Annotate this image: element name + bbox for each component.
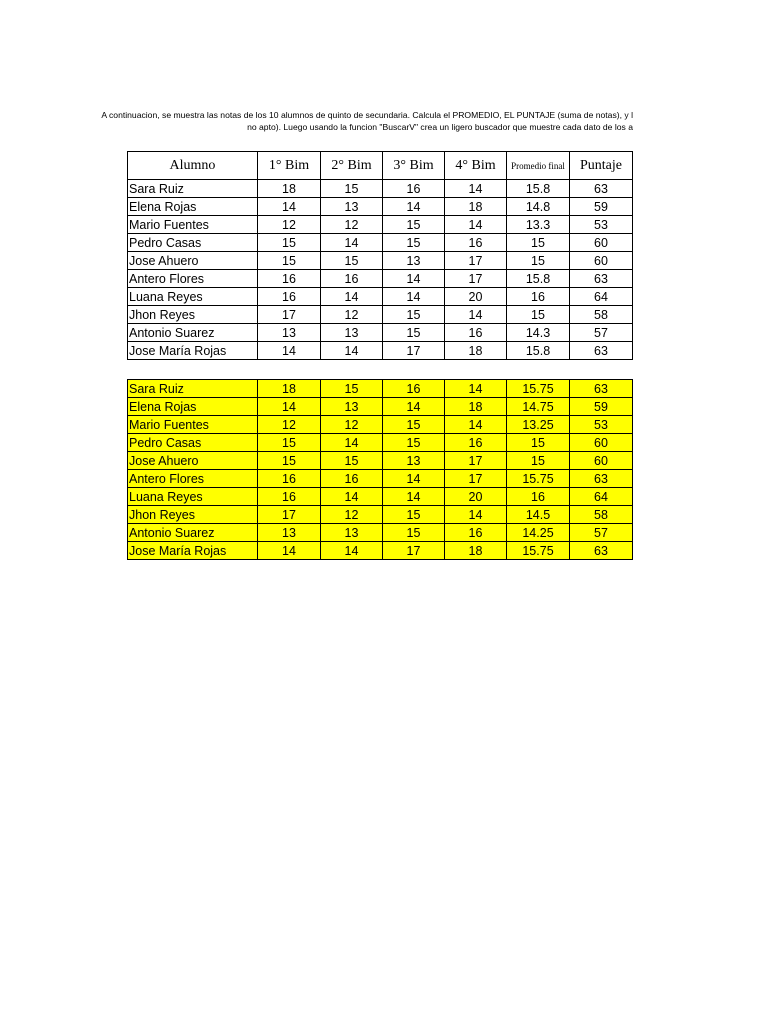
cell-bim-2[interactable]: 15 <box>321 180 383 198</box>
cell-alumno[interactable]: Mario Fuentes <box>128 216 258 234</box>
cell-alumno[interactable]: Elena Rojas <box>128 198 258 216</box>
table-row <box>128 524 633 542</box>
cell-alumno[interactable]: Pedro Casas <box>128 434 258 452</box>
cell-bim-3[interactable]: 15 <box>383 506 445 524</box>
cell-bim-2[interactable]: 14 <box>321 342 383 360</box>
cell-bim-4[interactable]: 14 <box>445 216 507 234</box>
cell-promedio[interactable]: 15.75 <box>507 470 570 488</box>
cell-bim-2[interactable]: 15 <box>321 380 383 398</box>
cell-bim-1[interactable]: 12 <box>258 416 321 434</box>
cell-puntaje[interactable]: 58 <box>570 506 633 524</box>
cell-bim-1[interactable]: 14 <box>258 398 321 416</box>
instructions-text <box>0 109 633 133</box>
cell-promedio[interactable]: 13.3 <box>507 216 570 234</box>
instructions-line-1: A continuacion, se muestra las notas de los 10 alumnos de quinto de secundaria. Calcula el PROMEDIO, EL PUNTAJE (suma de notas), y l <box>101 110 633 120</box>
header-promedio-final[interactable]: Promedio final <box>507 152 570 180</box>
cell-alumno[interactable]: Sara Ruiz <box>128 180 258 198</box>
cell-bim-1[interactable]: 15 <box>258 234 321 252</box>
table-row <box>128 488 633 506</box>
cell-bim-2[interactable]: 14 <box>321 434 383 452</box>
cell-bim-4[interactable]: 16 <box>445 524 507 542</box>
cell-bim-4[interactable]: 17 <box>445 252 507 270</box>
cell-promedio[interactable]: 16 <box>507 288 570 306</box>
cell-bim-4[interactable]: 14 <box>445 180 507 198</box>
table-row <box>128 434 633 452</box>
cell-bim-1[interactable]: 18 <box>258 380 321 398</box>
cell-puntaje[interactable]: 63 <box>570 542 633 560</box>
cell-puntaje[interactable]: 63 <box>570 180 633 198</box>
cell-bim-2[interactable]: 12 <box>321 306 383 324</box>
cell-promedio[interactable]: 15.75 <box>507 542 570 560</box>
cell-bim-4[interactable]: 14 <box>445 306 507 324</box>
cell-puntaje[interactable]: 60 <box>570 452 633 470</box>
cell-bim-3[interactable]: 15 <box>383 306 445 324</box>
cell-bim-2[interactable]: 16 <box>321 270 383 288</box>
cell-promedio[interactable]: 15.75 <box>507 380 570 398</box>
table-row <box>128 380 633 398</box>
header-bim-3[interactable]: 3° Bim <box>383 152 445 180</box>
cell-bim-3[interactable]: 13 <box>383 452 445 470</box>
cell-puntaje[interactable]: 53 <box>570 216 633 234</box>
cell-puntaje[interactable]: 63 <box>570 380 633 398</box>
cell-promedio[interactable]: 15.8 <box>507 270 570 288</box>
cell-puntaje[interactable]: 57 <box>570 324 633 342</box>
cell-bim-4[interactable]: 18 <box>445 398 507 416</box>
cell-bim-3[interactable]: 15 <box>383 216 445 234</box>
cell-bim-1[interactable]: 16 <box>258 470 321 488</box>
cell-bim-2[interactable]: 12 <box>321 416 383 434</box>
cell-bim-2[interactable]: 16 <box>321 470 383 488</box>
cell-puntaje[interactable]: 60 <box>570 234 633 252</box>
cell-puntaje[interactable]: 64 <box>570 288 633 306</box>
table-row <box>128 270 633 288</box>
header-bim-4[interactable]: 4° Bim <box>445 152 507 180</box>
cell-bim-1[interactable]: 14 <box>258 342 321 360</box>
cell-puntaje[interactable]: 59 <box>570 198 633 216</box>
cell-promedio[interactable]: 13.25 <box>507 416 570 434</box>
cell-bim-4[interactable]: 18 <box>445 198 507 216</box>
cell-promedio[interactable]: 14.8 <box>507 198 570 216</box>
cell-alumno[interactable]: Luana Reyes <box>128 488 258 506</box>
cell-bim-1[interactable]: 16 <box>258 270 321 288</box>
cell-bim-3[interactable]: 16 <box>383 180 445 198</box>
cell-alumno[interactable]: Jhon Reyes <box>128 506 258 524</box>
cell-bim-3[interactable]: 14 <box>383 198 445 216</box>
cell-puntaje[interactable]: 63 <box>570 470 633 488</box>
cell-bim-3[interactable]: 16 <box>383 380 445 398</box>
cell-bim-3[interactable]: 14 <box>383 470 445 488</box>
cell-bim-2[interactable]: 12 <box>321 506 383 524</box>
table-row <box>128 252 633 270</box>
cell-bim-4[interactable]: 20 <box>445 488 507 506</box>
cell-bim-3[interactable]: 15 <box>383 324 445 342</box>
cell-alumno[interactable]: Jose Ahuero <box>128 452 258 470</box>
cell-promedio[interactable]: 14.3 <box>507 324 570 342</box>
table-row <box>128 288 633 306</box>
cell-alumno[interactable]: Mario Fuentes <box>128 416 258 434</box>
cell-bim-3[interactable]: 17 <box>383 542 445 560</box>
cell-bim-1[interactable]: 14 <box>258 542 321 560</box>
header-bim-2[interactable]: 2° Bim <box>321 152 383 180</box>
cell-bim-1[interactable]: 15 <box>258 252 321 270</box>
table-row <box>128 506 633 524</box>
cell-bim-4[interactable]: 20 <box>445 288 507 306</box>
cell-bim-4[interactable]: 18 <box>445 342 507 360</box>
cell-alumno[interactable]: Antonio Suarez <box>128 524 258 542</box>
cell-bim-3[interactable]: 15 <box>383 434 445 452</box>
cell-puntaje[interactable]: 59 <box>570 398 633 416</box>
cell-bim-1[interactable]: 12 <box>258 216 321 234</box>
cell-alumno[interactable]: Jose María Rojas <box>128 542 258 560</box>
table-row <box>128 398 633 416</box>
cell-promedio[interactable]: 14.25 <box>507 524 570 542</box>
cell-alumno[interactable]: Jose María Rojas <box>128 342 258 360</box>
cell-alumno[interactable]: Jhon Reyes <box>128 306 258 324</box>
table-row <box>128 542 633 560</box>
cell-puntaje[interactable]: 63 <box>570 270 633 288</box>
instructions-line-2: no apto). Luego usando la funcion "BuscarV" crea un ligero buscador que muestre cada dato de los a <box>247 122 633 132</box>
cell-bim-1[interactable]: 17 <box>258 506 321 524</box>
cell-bim-3[interactable]: 14 <box>383 270 445 288</box>
cell-alumno[interactable]: Antero Flores <box>128 470 258 488</box>
cell-promedio[interactable]: 15 <box>507 306 570 324</box>
cell-bim-4[interactable]: 14 <box>445 506 507 524</box>
cell-puntaje[interactable]: 58 <box>570 306 633 324</box>
cell-bim-3[interactable]: 17 <box>383 342 445 360</box>
cell-bim-4[interactable]: 17 <box>445 470 507 488</box>
cell-bim-4[interactable]: 17 <box>445 452 507 470</box>
table-row <box>128 198 633 216</box>
cell-bim-1[interactable]: 13 <box>258 524 321 542</box>
cell-bim-2[interactable]: 14 <box>321 288 383 306</box>
table-row <box>128 324 633 342</box>
cell-alumno[interactable]: Jose Ahuero <box>128 252 258 270</box>
cell-bim-2[interactable]: 15 <box>321 452 383 470</box>
cell-bim-1[interactable]: 13 <box>258 324 321 342</box>
cell-alumno[interactable]: Pedro Casas <box>128 234 258 252</box>
cell-bim-3[interactable]: 15 <box>383 416 445 434</box>
cell-bim-4[interactable]: 14 <box>445 416 507 434</box>
cell-bim-1[interactable]: 15 <box>258 434 321 452</box>
cell-bim-2[interactable]: 13 <box>321 398 383 416</box>
cell-bim-4[interactable]: 17 <box>445 270 507 288</box>
cell-alumno[interactable]: Luana Reyes <box>128 288 258 306</box>
cell-bim-1[interactable]: 15 <box>258 452 321 470</box>
cell-promedio[interactable]: 15 <box>507 452 570 470</box>
cell-promedio[interactable]: 16 <box>507 488 570 506</box>
cell-bim-2[interactable]: 15 <box>321 252 383 270</box>
cell-promedio[interactable]: 15.8 <box>507 180 570 198</box>
cell-bim-2[interactable]: 13 <box>321 524 383 542</box>
cell-bim-2[interactable]: 14 <box>321 542 383 560</box>
cell-bim-3[interactable]: 14 <box>383 488 445 506</box>
header-alumno[interactable]: Alumno <box>128 152 258 180</box>
cell-bim-2[interactable]: 12 <box>321 216 383 234</box>
table-row <box>128 234 633 252</box>
cell-promedio[interactable]: 14.75 <box>507 398 570 416</box>
cell-bim-4[interactable]: 16 <box>445 234 507 252</box>
table-row <box>128 216 633 234</box>
cell-bim-4[interactable]: 18 <box>445 542 507 560</box>
cell-puntaje[interactable]: 57 <box>570 524 633 542</box>
cell-puntaje[interactable]: 63 <box>570 342 633 360</box>
cell-bim-1[interactable]: 17 <box>258 306 321 324</box>
cell-bim-2[interactable]: 13 <box>321 198 383 216</box>
lookup-table <box>127 379 633 560</box>
table-row <box>128 306 633 324</box>
cell-promedio[interactable]: 14.5 <box>507 506 570 524</box>
cell-bim-4[interactable]: 16 <box>445 434 507 452</box>
cell-puntaje[interactable]: 53 <box>570 416 633 434</box>
header-bim-1[interactable]: 1° Bim <box>258 152 321 180</box>
cell-bim-1[interactable]: 16 <box>258 288 321 306</box>
table-row <box>128 180 633 198</box>
cell-alumno[interactable]: Antonio Suarez <box>128 324 258 342</box>
cell-promedio[interactable]: 15 <box>507 434 570 452</box>
cell-bim-3[interactable]: 15 <box>383 524 445 542</box>
cell-bim-4[interactable]: 14 <box>445 380 507 398</box>
cell-bim-3[interactable]: 15 <box>383 234 445 252</box>
cell-puntaje[interactable]: 60 <box>570 434 633 452</box>
cell-bim-3[interactable]: 13 <box>383 252 445 270</box>
cell-puntaje[interactable]: 64 <box>570 488 633 506</box>
cell-promedio[interactable]: 15.8 <box>507 342 570 360</box>
table-row <box>128 470 633 488</box>
table-row <box>128 342 633 360</box>
cell-promedio[interactable]: 15 <box>507 234 570 252</box>
cell-puntaje[interactable]: 60 <box>570 252 633 270</box>
cell-bim-2[interactable]: 14 <box>321 488 383 506</box>
header-puntaje[interactable]: Puntaje <box>570 152 633 180</box>
cell-bim-3[interactable]: 14 <box>383 398 445 416</box>
cell-bim-4[interactable]: 16 <box>445 324 507 342</box>
table-row <box>128 452 633 470</box>
cell-alumno[interactable]: Elena Rojas <box>128 398 258 416</box>
cell-bim-2[interactable]: 14 <box>321 234 383 252</box>
grades-table <box>127 151 633 360</box>
cell-promedio[interactable]: 15 <box>507 252 570 270</box>
cell-bim-1[interactable]: 16 <box>258 488 321 506</box>
cell-bim-3[interactable]: 14 <box>383 288 445 306</box>
cell-bim-2[interactable]: 13 <box>321 324 383 342</box>
cell-alumno[interactable]: Sara Ruiz <box>128 380 258 398</box>
cell-bim-1[interactable]: 18 <box>258 180 321 198</box>
grades-table-header-row <box>128 152 633 180</box>
table-row <box>128 416 633 434</box>
cell-bim-1[interactable]: 14 <box>258 198 321 216</box>
cell-alumno[interactable]: Antero Flores <box>128 270 258 288</box>
